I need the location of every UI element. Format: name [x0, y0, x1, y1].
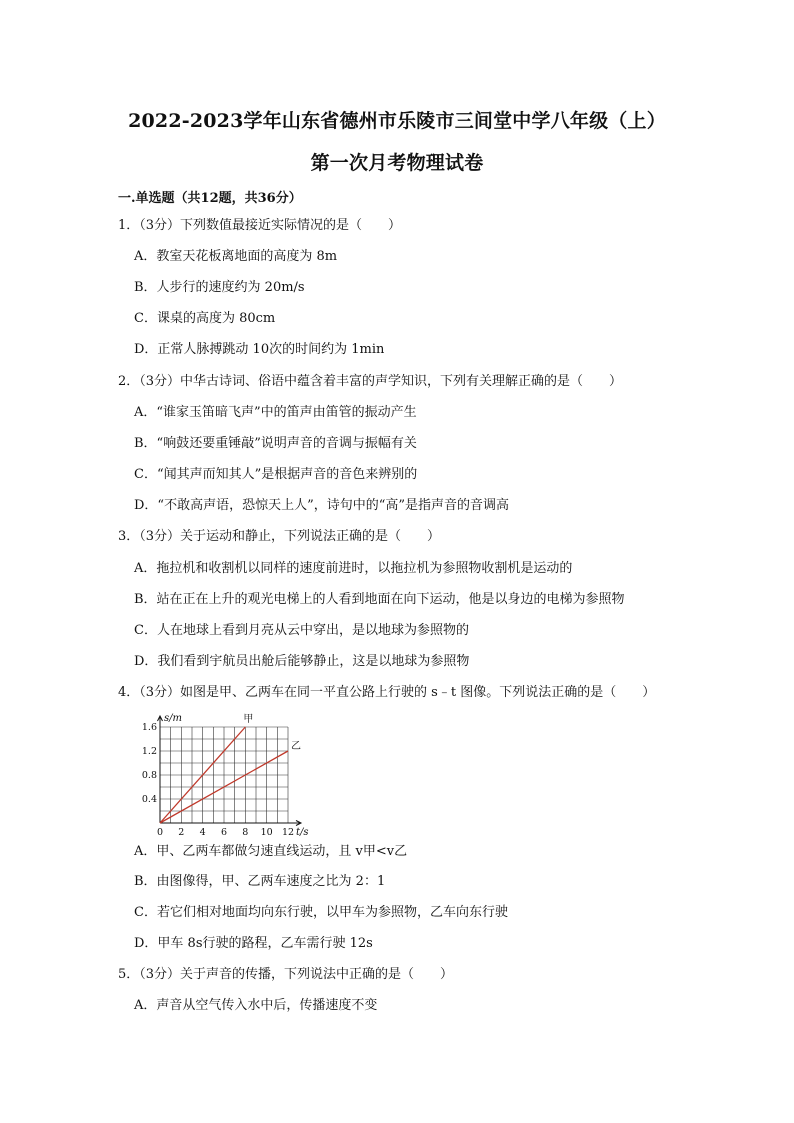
- question-1-stem: 1．（3分）下列数值最接近实际情况的是（ ）: [118, 218, 402, 233]
- question-2-option-d: D．“不敢高声语，恐惊天上人”，诗句中的“高”是指声音的音调高: [134, 498, 510, 513]
- series-label-yi: 乙: [291, 741, 301, 752]
- exam-title-line2: 第一次月考物理试卷: [310, 152, 484, 174]
- question-3-option-c: C．人在地球上看到月亮从云中穿出，是以地球为参照物的: [134, 623, 469, 638]
- question-5-stem: 5．（3分）关于声音的传播，下列说法中正确的是（ ）: [118, 967, 454, 982]
- y-tick-label: 0.8: [141, 770, 157, 781]
- x-tick-label: 8: [242, 827, 249, 838]
- question-2-stem: 2．（3分）中华古诗词、俗语中蕴含着丰富的声学知识，下列有关理解正确的是（ ）: [118, 374, 623, 389]
- exam-title-line1: 2022-2023学年山东省德州市乐陵市三间堂中学八年级（上）: [128, 110, 666, 132]
- question-3-stem: 3．（3分）关于运动和静止，下列说法正确的是（ ）: [118, 529, 441, 544]
- x-tick-label: 4: [199, 827, 206, 838]
- question-2-option-b: B．“响鼓还要重锤敲”说明声音的音调与振幅有关: [134, 436, 417, 451]
- section-heading: 一.单选题（共12题，共36分）: [118, 191, 302, 206]
- question-4-option-b: B．由图像得，甲、乙两车速度之比为 2：1: [134, 874, 386, 889]
- x-tick-label: 6: [220, 827, 228, 838]
- series-label-jia: 甲: [243, 714, 254, 725]
- question-2-option-a: A．“谁家玉笛暗飞声”中的笛声由笛管的振动产生: [134, 405, 417, 420]
- question-1-option-d: D．正常人脉搏跳动 10次的时间约为 1min: [134, 342, 385, 357]
- x-axis-label: t/s: [296, 827, 309, 838]
- x-tick-label: 10: [260, 827, 273, 838]
- x-tick-label: 2: [178, 827, 185, 838]
- question-1-option-c: C．课桌的高度为 80cm: [134, 311, 276, 326]
- question-2-option-c: C．“闻其声而知其人”是根据声音的音色来辨别的: [134, 467, 418, 482]
- chart-grid: [160, 727, 288, 823]
- y-tick-label: 0.4: [141, 794, 157, 805]
- question-3-option-a: A．拖拉机和收割机以同样的速度前进时，以拖拉机为参照物收割机是运动的: [134, 561, 573, 576]
- question-5-option-a: A．声音从空气传入水中后，传播速度不变: [134, 998, 378, 1013]
- x-tick-label: 0: [156, 827, 164, 838]
- question-1-option-a: A．教室天花板离地面的高度为 8m: [134, 249, 338, 264]
- question-3-option-d: D．我们看到宇航员出舱后能够静止，这是以地球为参照物: [134, 654, 470, 669]
- st-graph: [141, 713, 324, 838]
- question-4-stem: 4．（3分）如图是甲、乙两车在同一平直公路上行驶的 s﹣t 图像。下列说法正确的是（ ）: [118, 685, 656, 700]
- x-tick-label: 12: [281, 827, 295, 838]
- chart-axes: [158, 716, 302, 826]
- y-tick-label: 1.2: [141, 746, 157, 757]
- question-4-option-d: D．甲车 8s行驶的路程，乙车需行驶 12s: [134, 936, 373, 951]
- y-axis-label: s/m: [164, 713, 182, 724]
- question-4-option-c: C．若它们相对地面均向东行驶，以甲车为参照物，乙车向东行驶: [134, 905, 508, 920]
- question-3-option-b: B．站在正在上升的观光电梯上的人看到地面在向下运动，他是以身边的电梯为参照物: [134, 592, 625, 607]
- question-4-option-a: A．甲、乙两车都做匀速直线运动，且 v甲<v乙: [134, 844, 408, 859]
- question-1-option-b: B．人步行的速度约为 20m/s: [134, 280, 305, 295]
- y-tick-label: 1.6: [141, 722, 157, 733]
